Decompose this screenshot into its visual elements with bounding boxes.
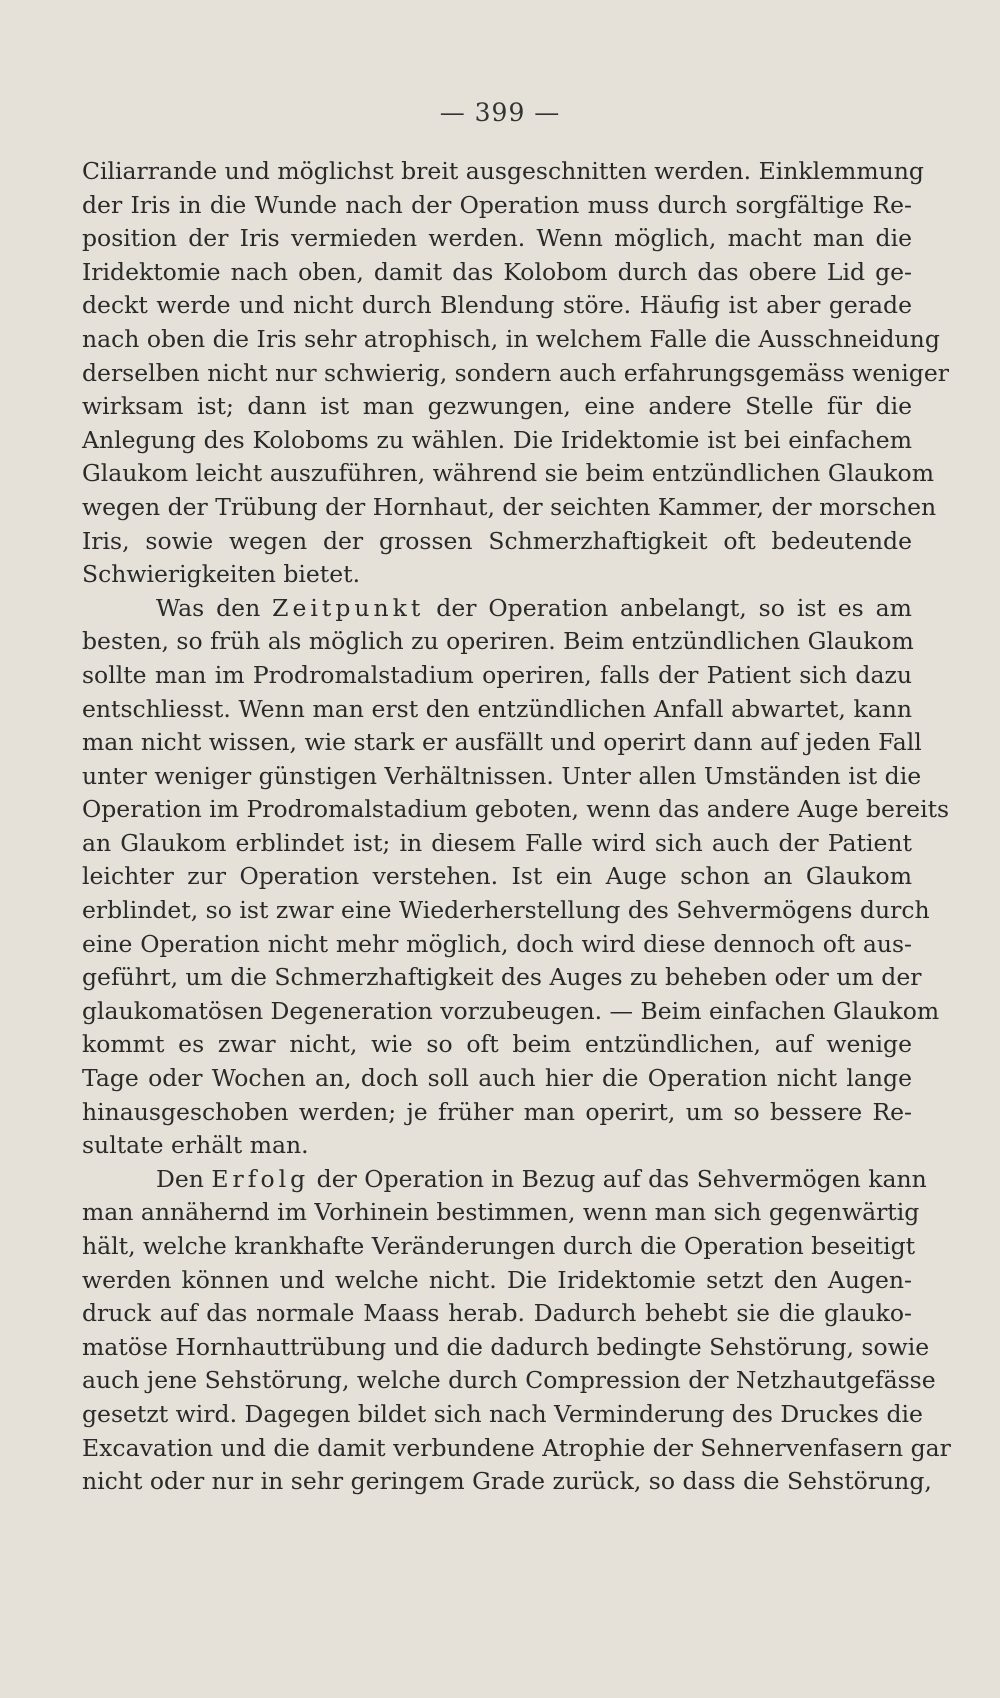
text-line: man nicht wissen, wie stark er ausfällt und operirt dann auf jeden Fall (82, 728, 922, 757)
text-line: werden können und welche nicht. Die Iridektomie setzt den Augen- (82, 1265, 912, 1294)
text-line: Ciliarrande und möglichst breit ausgeschnitten werden. Einklemmung (82, 157, 924, 185)
text-line: Excavation und die damit verbundene Atrophie der Sehnervenfasern gar (82, 1433, 951, 1462)
text-line: hält, welche krankhafte Veränderungen durch die Operation beseitigt (82, 1232, 916, 1260)
text-line: Schwierigkeiten bietet. (82, 560, 361, 589)
paragraph-2 (82, 592, 950, 1163)
text-line: glaukomatösen Degeneration vorzubeugen. — Beim einfachen Glaukom (82, 996, 940, 1025)
text-line: nach oben die Iris sehr atrophisch, in welchem Falle die Ausschneidung (82, 324, 940, 353)
lead-rest-text: der Operation anbelangt, so ist es am (436, 593, 912, 622)
text-line: Anlegung des Koloboms zu wählen. Die Iridektomie ist bei einfachem (82, 425, 912, 454)
text-line: leichter zur Operation verstehen. Ist ein Auge schon an Glaukom (82, 862, 912, 891)
lead-text: Was den (156, 593, 261, 622)
text-line: sultate erhält man. (82, 1131, 309, 1160)
text-line: man annähernd im Vorhinein bestimmen, wenn man sich gegenwärtig (82, 1198, 920, 1227)
text-line: Tage oder Wochen an, doch soll auch hier die Operation nicht lange (82, 1064, 912, 1093)
page-number: — 399 — (439, 98, 561, 127)
text-line: Glaukom leicht auszuführen, während sie beim entzündlichen Glaukom (82, 459, 934, 488)
lead-rest-text: der Operation in Bezug auf das Sehvermögen kann (316, 1164, 927, 1193)
text-line: erblindet, so ist zwar eine Wiederherstellung des Sehvermögens durch (82, 896, 930, 925)
text-line: kommt es zwar nicht, wie so oft beim entzündlichen, auf wenige (82, 1030, 912, 1059)
text-line: an Glaukom erblindet ist; in diesem Falle wird sich auch der Patient (82, 828, 912, 857)
text-line: gesetzt wird. Dagegen bildet sich nach Verminderung des Druckes die (82, 1399, 923, 1428)
text-line: hinausgeschoben werden; je früher man operirt, um so bessere Re- (82, 1097, 912, 1126)
text-line: auch jene Sehstörung, welche durch Compression der Netzhautgefässe (82, 1366, 936, 1395)
lead-text: Den (156, 1164, 204, 1193)
text-line: eine Operation nicht mehr möglich, doch wird diese dennoch oft aus- (82, 929, 912, 958)
text-line: matöse Hornhauttrübung und die dadurch bedingte Sehstörung, sowie (82, 1332, 930, 1361)
text-line: Operation im Prodromalstadium geboten, wenn das andere Auge bereits (82, 795, 950, 824)
text-line: entschliesst. Wenn man erst den entzündlichen Anfall abwartet, kann (82, 694, 912, 723)
emphasized-word: Zeitpunkt (272, 593, 425, 622)
text-line: geführt, um die Schmerzhaftigkeit des Auges zu beheben oder um der (82, 963, 922, 992)
paragraph-lead-line (82, 592, 912, 626)
paragraph-lead-line (82, 1163, 927, 1197)
text-line: sollte man im Prodromalstadium operiren, falls der Patient sich dazu (82, 660, 912, 689)
text-line: position der Iris vermieden werden. Wenn möglich, macht man die (82, 224, 912, 253)
text-line: wegen der Trübung der Hornhaut, der seichten Kammer, der morschen (82, 492, 937, 521)
text-line: Iridektomie nach oben, damit das Kolobom durch das obere Lid ge- (82, 257, 912, 286)
text-line: nicht oder nur in sehr geringem Grade zurück, so dass die Sehstörung, (82, 1467, 932, 1496)
text-line: druck auf das normale Maass herab. Dadurch behebt sie die glauko- (82, 1299, 912, 1328)
emphasized-word: Erfolg (211, 1164, 310, 1193)
text-line: Iris, sowie wegen der grossen Schmerzhaftigkeit oft bedeutende (82, 526, 912, 555)
text-line: wirksam ist; dann ist man gezwungen, eine andere Stelle für die (82, 392, 912, 421)
text-line: besten, so früh als möglich zu operiren. Beim entzündlichen Glaukom (82, 627, 914, 656)
text-line: unter weniger günstigen Verhältnissen. Unter allen Umständen ist die (82, 761, 922, 790)
paragraph-1 (82, 155, 950, 592)
paragraph-3 (82, 1163, 951, 1499)
body-text (82, 155, 951, 1499)
text-line: der Iris in die Wunde nach der Operation muss durch sorgfältige Re- (82, 190, 912, 219)
text-line: derselben nicht nur schwierig, sondern auch erfahrungsgemäss weniger (82, 358, 950, 387)
text-line: deckt werde und nicht durch Blendung störe. Häufig ist aber gerade (82, 291, 912, 320)
